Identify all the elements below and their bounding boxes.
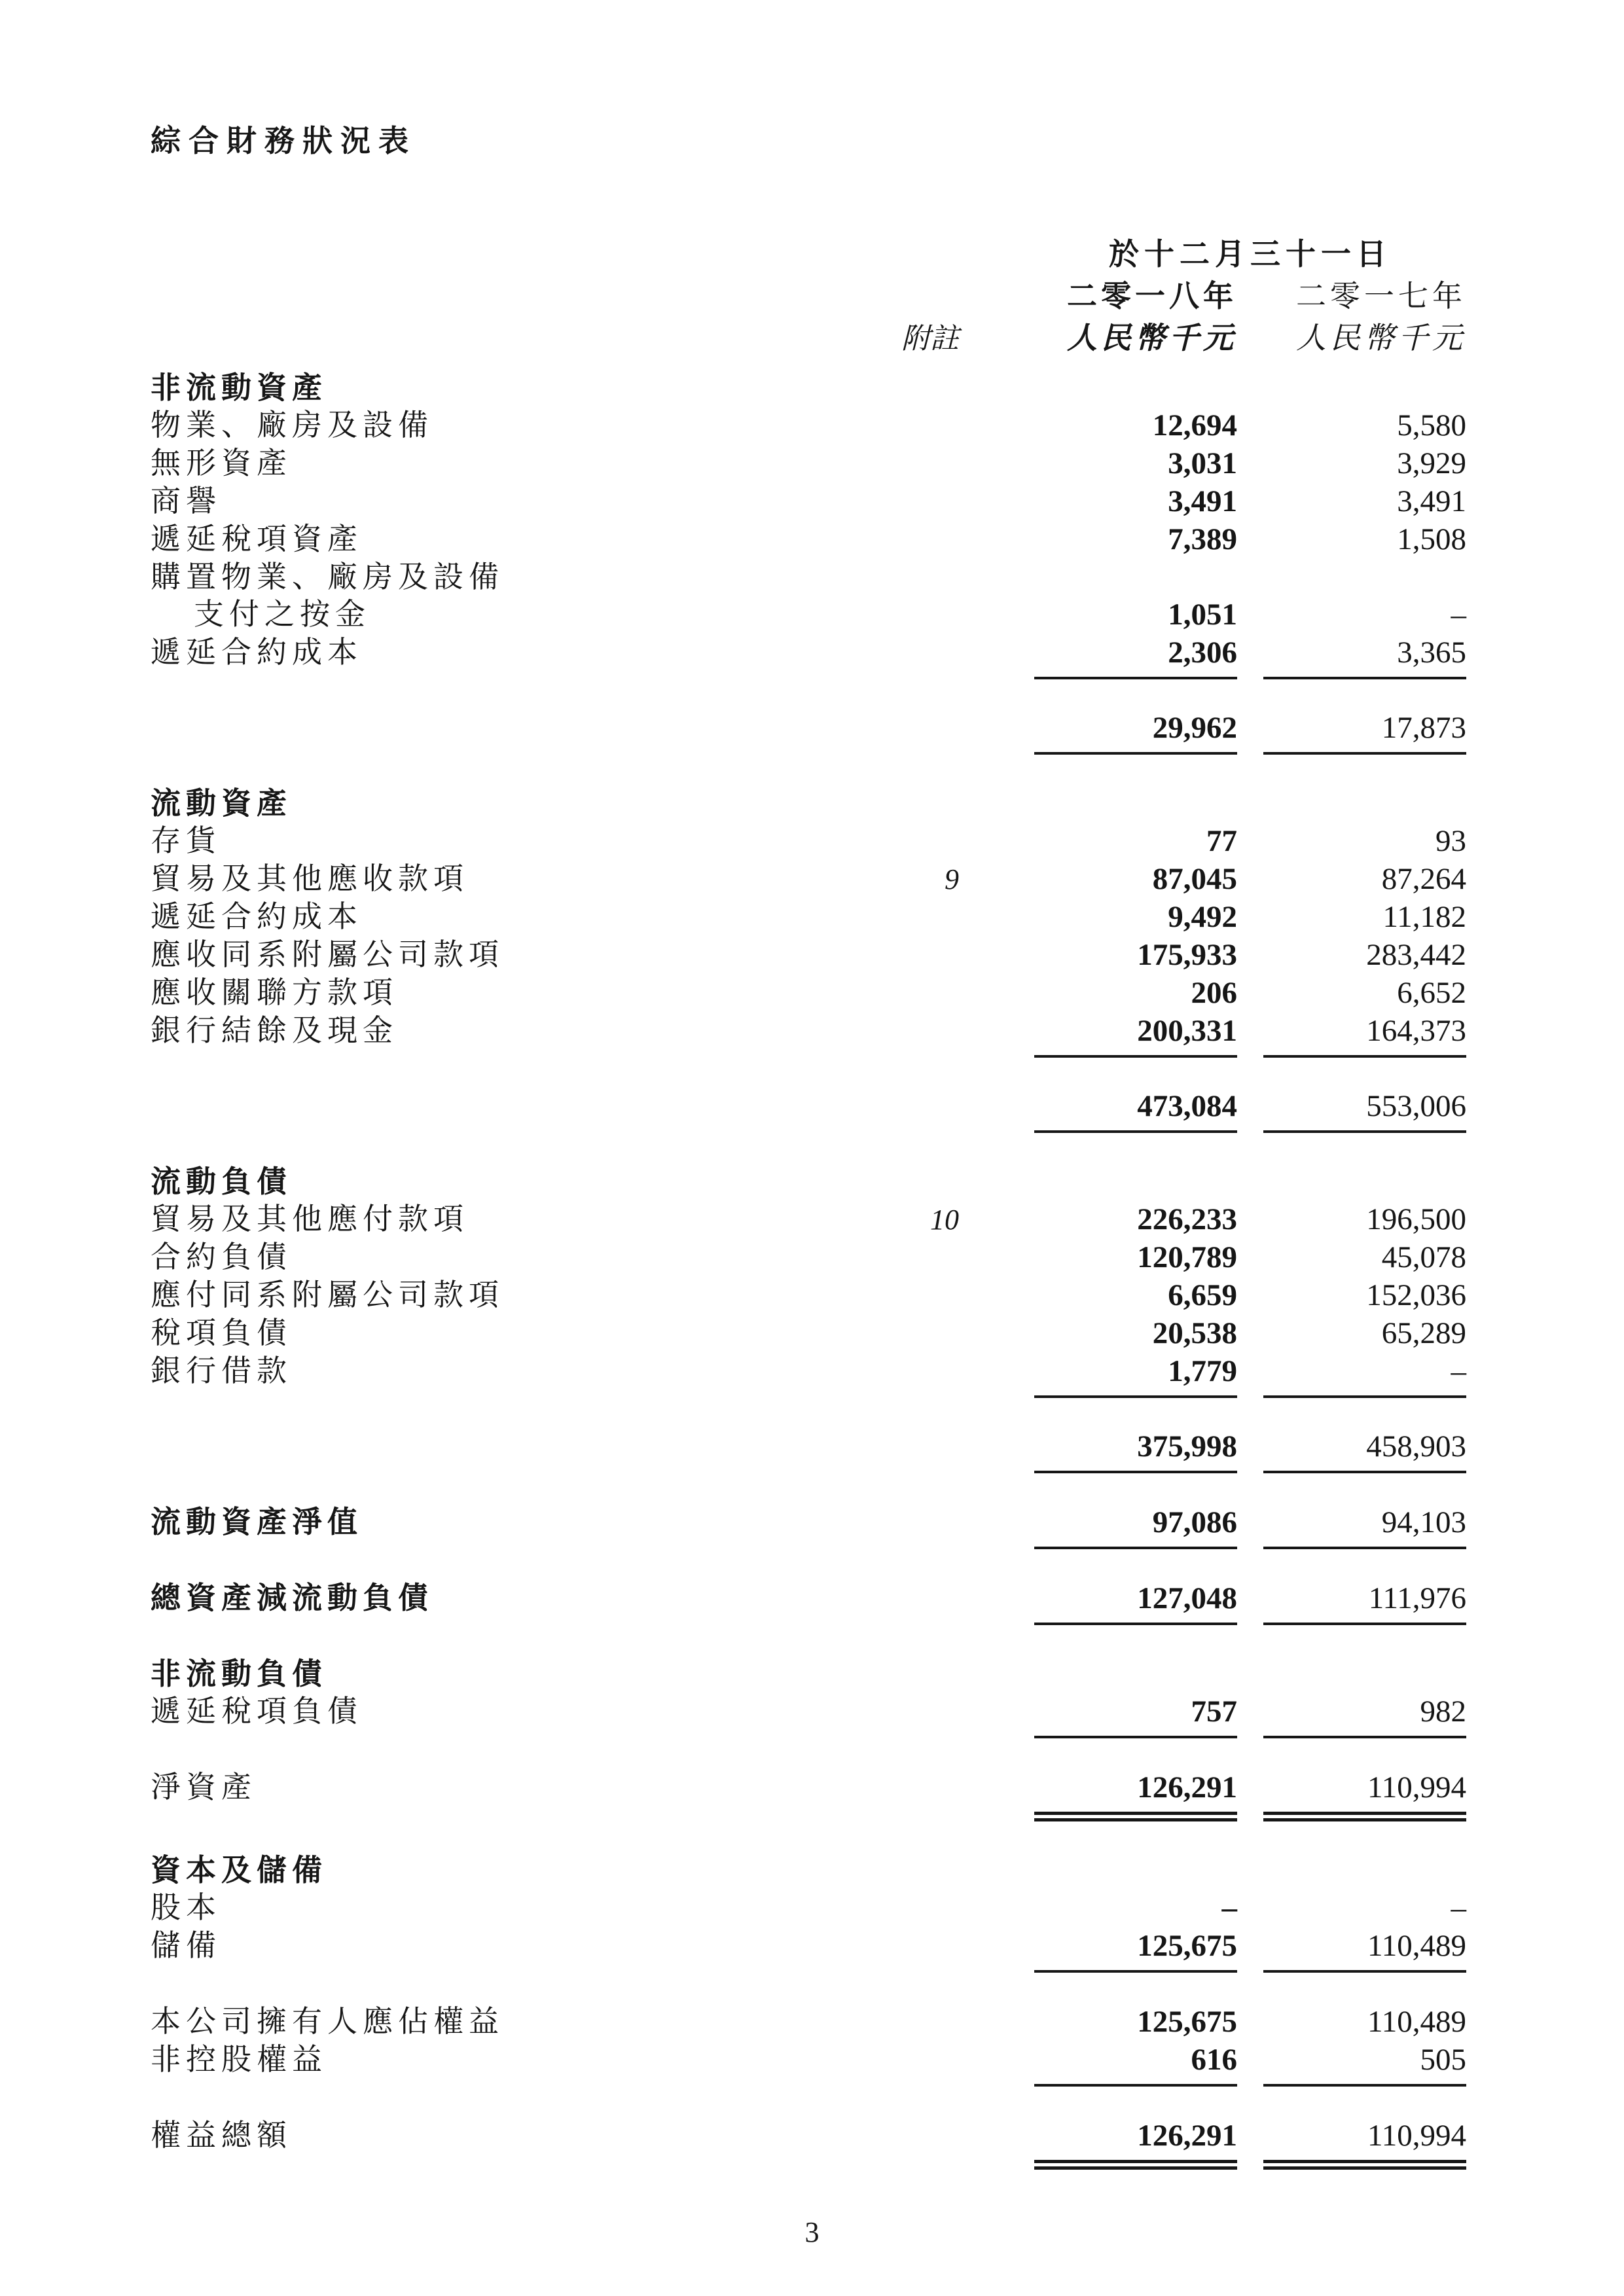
value-2018: 206 — [1191, 976, 1237, 1010]
table-row — [151, 1238, 1473, 1276]
section-header: 非流動資產 — [151, 370, 327, 404]
value-2018: 87,045 — [1152, 862, 1237, 896]
section-row — [151, 1579, 1473, 1625]
value-2017: 5,580 — [1397, 408, 1466, 442]
value-2017: – — [1451, 1891, 1466, 1925]
value-2018: 1,051 — [1168, 598, 1237, 632]
value-2017: 110,994 — [1263, 2117, 1466, 2170]
section-header: 總資產減流動負債 — [151, 1581, 433, 1615]
header-date-line: 於十二月三十一日 — [1109, 238, 1392, 271]
value-2017: 196,500 — [1366, 1202, 1466, 1236]
row-label: 支付之按金 — [194, 598, 370, 631]
section-header: 流動資產淨值 — [151, 1505, 363, 1539]
total-equity — [151, 2117, 1473, 2170]
col-header-currency-2017: 人民幣千元 — [1296, 321, 1466, 355]
value-2017: 65,289 — [1381, 1316, 1466, 1350]
row-label: 應付同系附屬公司款項 — [151, 1278, 504, 1312]
row-label: 遞延合約成本 — [151, 900, 363, 933]
row-label: 合約負債 — [151, 1240, 292, 1274]
table-row — [151, 482, 1473, 520]
value-2017: 110,994 — [1263, 1769, 1466, 1821]
value-2018: 6,659 — [1168, 1278, 1237, 1312]
row-label: 稅項負債 — [151, 1316, 292, 1350]
value-2017: 110,489 — [1367, 2005, 1466, 2039]
table-row — [151, 558, 1473, 596]
value-2017: 982 — [1263, 1693, 1466, 1738]
table-row — [151, 2003, 1473, 2041]
value-2017: 87,264 — [1381, 862, 1466, 896]
table-row — [151, 1200, 1473, 1238]
value-2017: 111,976 — [1263, 1580, 1466, 1625]
note-reference: 9 — [945, 863, 959, 895]
value-2018: 200,331 — [1034, 1013, 1237, 1058]
row-label: 權益總額 — [151, 2119, 292, 2152]
table-row — [151, 1352, 1473, 1398]
section-row — [151, 1503, 1473, 1549]
subtotal-current-assets — [151, 1088, 1473, 1133]
value-2018: – — [1221, 1891, 1237, 1925]
value-2018: 20,538 — [1152, 1316, 1237, 1350]
total-net-assets — [151, 1768, 1473, 1821]
row-label: 股本 — [151, 1891, 221, 1924]
subtotal-non-current-assets — [151, 709, 1473, 755]
row-label: 遞延合約成本 — [151, 636, 363, 669]
row-label: 應收同系附屬公司款項 — [151, 938, 504, 971]
row-label: 物業、廠房及設備 — [151, 408, 433, 442]
value-2018: 127,048 — [1034, 1580, 1237, 1625]
row-label: 存貨 — [151, 824, 221, 857]
value-2018: 126,291 — [1034, 2117, 1237, 2170]
value-2017: 458,903 — [1263, 1428, 1466, 1473]
value-2018: 126,291 — [1034, 1769, 1237, 1821]
table-row — [151, 974, 1473, 1012]
value-2018: 120,789 — [1137, 1240, 1237, 1274]
value-2018: 175,933 — [1137, 938, 1237, 972]
value-2017: 1,508 — [1397, 522, 1466, 556]
table-row — [151, 1314, 1473, 1352]
table-row — [151, 406, 1473, 444]
section-header: 非流動負債 — [151, 1657, 327, 1691]
row-label: 購置物業、廠房及設備 — [151, 560, 504, 594]
value-2017: 283,442 — [1366, 938, 1466, 972]
header-year-row — [151, 276, 1473, 317]
table-row — [151, 1693, 1473, 1738]
section-header: 資本及儲備 — [151, 1853, 327, 1887]
value-2018: 7,389 — [1168, 522, 1237, 556]
value-2018: 125,675 — [1137, 2005, 1237, 2039]
value-2017: 3,365 — [1263, 634, 1466, 679]
value-2018: 473,084 — [1034, 1088, 1237, 1133]
row-label: 儲備 — [151, 1929, 221, 1962]
table-row — [151, 1012, 1473, 1058]
row-label: 本公司擁有人應佔權益 — [151, 2005, 504, 2038]
table-row — [151, 936, 1473, 974]
value-2017: 505 — [1263, 2041, 1466, 2087]
value-2017: 17,873 — [1263, 709, 1466, 755]
row-label: 貿易及其他應收款項 — [151, 862, 469, 895]
value-2018: 2,306 — [1034, 634, 1237, 679]
value-2018: 3,491 — [1168, 484, 1237, 518]
row-label: 銀行借款 — [151, 1354, 292, 1388]
table-row — [151, 860, 1473, 898]
value-2018: 9,492 — [1168, 900, 1237, 934]
value-2018: 757 — [1034, 1693, 1237, 1738]
value-2017: 93 — [1435, 824, 1466, 858]
value-2018: 12,694 — [1152, 408, 1237, 442]
value-2017: 3,491 — [1397, 484, 1466, 518]
section-row — [151, 1852, 1473, 1889]
section-row — [151, 1163, 1473, 1200]
col-header-year-2017: 二零一七年 — [1296, 279, 1466, 313]
row-label: 淨資產 — [151, 1770, 257, 1804]
col-header-year-2018: 二零一八年 — [1067, 279, 1237, 313]
value-2017: 553,006 — [1263, 1088, 1466, 1133]
value-2017: 164,373 — [1263, 1013, 1466, 1058]
section-header: 流動負債 — [151, 1164, 292, 1198]
row-label: 商譽 — [151, 484, 221, 518]
value-2018: 226,233 — [1137, 1202, 1237, 1236]
value-2018: 616 — [1034, 2041, 1237, 2087]
value-2017: 45,078 — [1381, 1240, 1466, 1274]
note-reference: 10 — [930, 1204, 959, 1236]
table-row — [151, 1889, 1473, 1927]
page-title: 綜合財務狀況表 — [151, 124, 416, 158]
value-2017: 6,652 — [1397, 976, 1466, 1010]
row-label: 遞延稅項資產 — [151, 522, 363, 556]
page-number: 3 — [804, 2216, 820, 2248]
value-2018: 1,779 — [1034, 1353, 1237, 1398]
value-2018: 97,086 — [1034, 1504, 1237, 1549]
header-currency-row — [151, 317, 1473, 360]
value-2017: 94,103 — [1263, 1504, 1466, 1549]
row-label: 非控股權益 — [151, 2043, 327, 2076]
col-header-currency-2018: 人民幣千元 — [1067, 321, 1237, 355]
section-row — [151, 369, 1473, 406]
value-2017: 11,182 — [1382, 900, 1466, 934]
value-2017: 152,036 — [1366, 1278, 1466, 1312]
table-row — [151, 1927, 1473, 1973]
table-row — [151, 634, 1473, 679]
subtotal-current-liabilities — [151, 1428, 1473, 1473]
value-2018: 77 — [1206, 824, 1237, 858]
value-2017: – — [1263, 1353, 1466, 1398]
value-2018: 375,998 — [1034, 1428, 1237, 1473]
header-date-row — [151, 234, 1473, 276]
table-row — [151, 898, 1473, 936]
row-label: 遞延稅項負債 — [151, 1695, 363, 1728]
value-2017: 110,489 — [1263, 1928, 1466, 1973]
statement-content — [151, 0, 1473, 2170]
section-row — [151, 785, 1473, 822]
row-label: 銀行結餘及現金 — [151, 1014, 398, 1047]
row-label: 無形資產 — [151, 446, 292, 480]
col-header-notes: 附註 — [901, 323, 959, 355]
section-row — [151, 1655, 1473, 1693]
table-row — [151, 444, 1473, 482]
table-row — [151, 1276, 1473, 1314]
table-row — [151, 520, 1473, 558]
value-2018: 3,031 — [1168, 446, 1237, 480]
row-label: 應收關聯方款項 — [151, 976, 398, 1009]
row-label: 貿易及其他應付款項 — [151, 1202, 469, 1236]
statement-table — [151, 369, 1473, 2170]
value-2017: 3,929 — [1397, 446, 1466, 480]
value-2018: 29,962 — [1034, 709, 1237, 755]
table-header — [151, 234, 1473, 360]
table-row — [151, 2041, 1473, 2087]
table-row — [151, 822, 1473, 860]
value-2018: 125,675 — [1034, 1928, 1237, 1973]
table-row — [151, 596, 1473, 634]
section-header: 流動資產 — [151, 786, 292, 820]
value-2017: – — [1451, 598, 1466, 632]
